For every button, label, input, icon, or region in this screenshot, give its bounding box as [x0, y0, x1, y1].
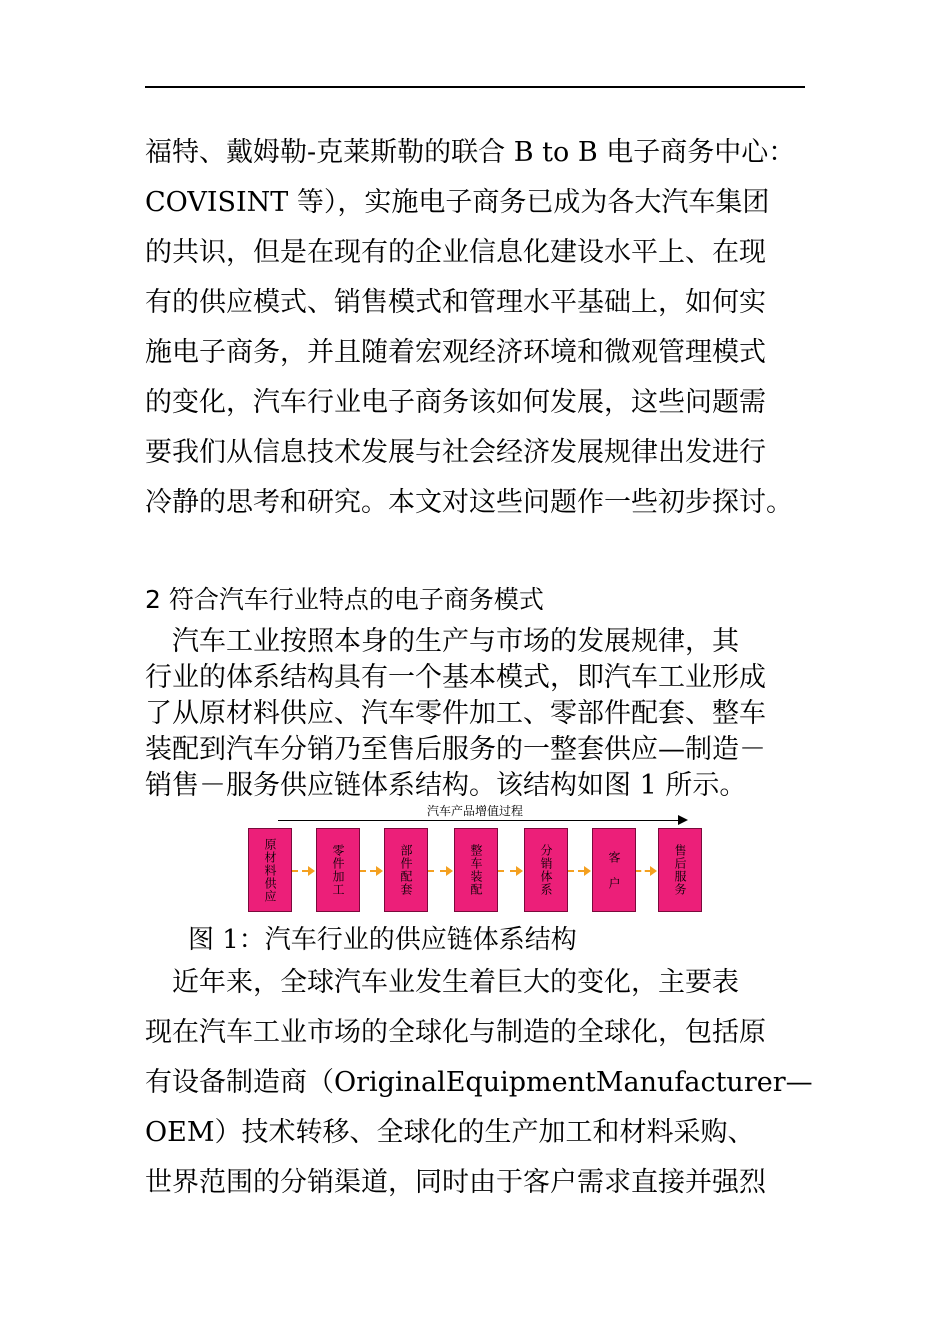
- paragraph-structure: [145, 624, 815, 804]
- stage-box: [454, 828, 498, 912]
- stage-box: [524, 828, 568, 912]
- flow-connector: [292, 870, 308, 872]
- value-arrow-head: [678, 815, 688, 825]
- stage-box: [658, 828, 702, 912]
- stage-box: [316, 828, 360, 912]
- stage-label: 售后服务: [673, 844, 687, 896]
- text-line: 现在汽车工业市场的全球化与制造的全球化，包括原: [145, 1017, 766, 1048]
- flow-connector: [636, 870, 650, 872]
- stage-label: 分销体系: [539, 844, 553, 896]
- text-line: 的变化，汽车行业电子商务该如何发展，这些问题需: [145, 387, 766, 418]
- text-word: Manufacturer—: [595, 1067, 813, 1098]
- text-line: 施电子商务，并且随着宏观经济环境和微观管理模式: [145, 337, 766, 368]
- text-word: 有设备制造商（Original: [145, 1067, 446, 1098]
- stage-label: 整车装配: [469, 844, 483, 896]
- text-line: 近年来，全球汽车业发生着巨大的变化，主要表: [145, 967, 739, 998]
- text-line: 要我们从信息技术发展与社会经济发展规律出发进行: [145, 437, 766, 468]
- stage-box: [384, 828, 428, 912]
- paragraph-globalization: [145, 958, 815, 1208]
- flow-arrow-icon: [376, 866, 383, 876]
- justified-line: [145, 1058, 813, 1108]
- stage-label: 零件加工: [331, 844, 345, 896]
- diagram-title: 汽车产品增值过程: [426, 804, 523, 818]
- flow-connector: [428, 870, 446, 872]
- value-arrow-line: [278, 820, 680, 821]
- stage-box: [592, 828, 636, 912]
- text-line: 销售－服务供应链体系结构。该结构如图 1 所示。: [145, 770, 747, 801]
- flow-connector: [568, 870, 584, 872]
- flow-arrow-icon: [446, 866, 453, 876]
- stage-box: [248, 828, 292, 912]
- text-line: OEM）技术转移、全球化的生产加工和材料采购、: [145, 1117, 755, 1148]
- text-line: COVISINT 等），实施电子商务已成为各大汽车集团: [145, 187, 770, 218]
- flow-arrow-icon: [650, 866, 657, 876]
- flow-connector: [498, 870, 516, 872]
- text-word: Equipment: [445, 1067, 596, 1098]
- text-line: 装配到汽车分销乃至售后服务的一整套供应—制造－: [145, 734, 766, 765]
- flow-arrow-icon: [308, 866, 315, 876]
- header-rule: [145, 86, 805, 88]
- flow-arrow-icon: [584, 866, 591, 876]
- section-heading: 2 符合汽车行业特点的电子商务模式: [145, 585, 544, 614]
- flow-connector: [360, 870, 376, 872]
- text-line: 福特、戴姆勒-克莱斯勒的联合 B to B 电子商务中心：: [145, 137, 796, 168]
- flow-arrow-icon: [516, 866, 523, 876]
- text-line: 了从原材料供应、汽车零件加工、零部件配套、整车: [145, 698, 766, 729]
- paragraph-intro: [145, 128, 815, 528]
- text-line: 世界范围的分销渠道，同时由于客户需求直接并强烈: [145, 1167, 766, 1198]
- stage-label: 客 户: [607, 850, 621, 890]
- text-line: 有的供应模式、销售模式和管理水平基础上，如何实: [145, 287, 766, 318]
- text-line: 冷静的思考和研究。本文对这些问题作一些初步探讨。: [145, 487, 793, 518]
- supply-chain-diagram: [240, 800, 710, 920]
- text-line: 行业的体系结构具有一个基本模式，即汽车工业形成: [145, 662, 766, 693]
- text-line: 汽车工业按照本身的生产与市场的发展规律，其: [145, 626, 739, 657]
- stage-label: 部件配套: [399, 844, 413, 896]
- text-line: 的共识，但是在现有的企业信息化建设水平上、在现: [145, 237, 766, 268]
- stage-label: 原材料供应: [263, 837, 277, 903]
- figure-caption: 图 1：汽车行业的供应链体系结构: [188, 925, 577, 955]
